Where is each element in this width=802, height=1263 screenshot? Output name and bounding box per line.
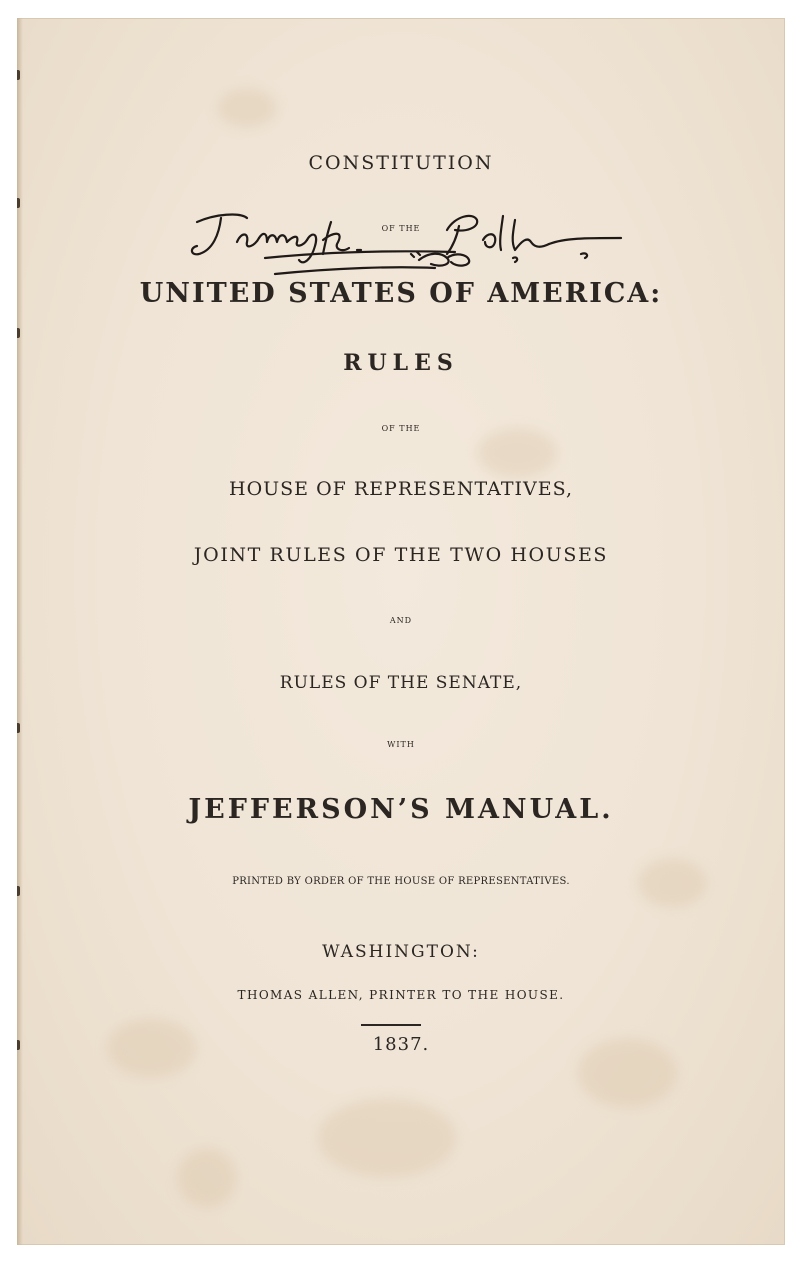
heading-joint-rules: JOINT RULES OF THE TWO HOUSES [193,544,609,566]
imprint-year: 1837. [372,1034,430,1055]
foxing-spot [317,1098,457,1178]
connector-with: WITH [387,740,415,749]
binding-stitch [17,886,20,896]
binding-stitch [17,723,20,733]
binding-stitch [17,198,20,208]
connector-and: AND [389,616,413,625]
foxing-spot [477,428,557,478]
binding-stitch [17,70,20,80]
heading-house: HOUSE OF REPRESENTATIVES, [229,478,573,500]
title-page [17,18,785,1245]
connector-of-the: OF THE [381,424,421,433]
foxing-spot [177,1148,237,1208]
imprint-place: WASHINGTON: [322,942,480,962]
handwritten-signature [185,202,625,278]
heading-rules: RULES [343,350,459,376]
divider-rule [361,1024,421,1026]
signature-drawing [185,202,625,278]
heading-senate: RULES OF THE SENATE, [279,673,523,693]
heading-country: UNITED STATES OF AMERICA: [139,278,663,309]
heading-manual: JEFFERSON’S MANUAL. [188,794,614,825]
foxing-spot [217,88,277,128]
binding-stitch [17,328,20,338]
imprint-printer: THOMAS ALLEN, PRINTER TO THE HOUSE. [237,988,565,1002]
heading-constitution: CONSTITUTION [308,152,494,174]
connector-of-the: OF THE [381,224,421,233]
printed-by-line: PRINTED BY ORDER OF THE HOUSE OF REPRESENTATIVES. [232,876,570,887]
